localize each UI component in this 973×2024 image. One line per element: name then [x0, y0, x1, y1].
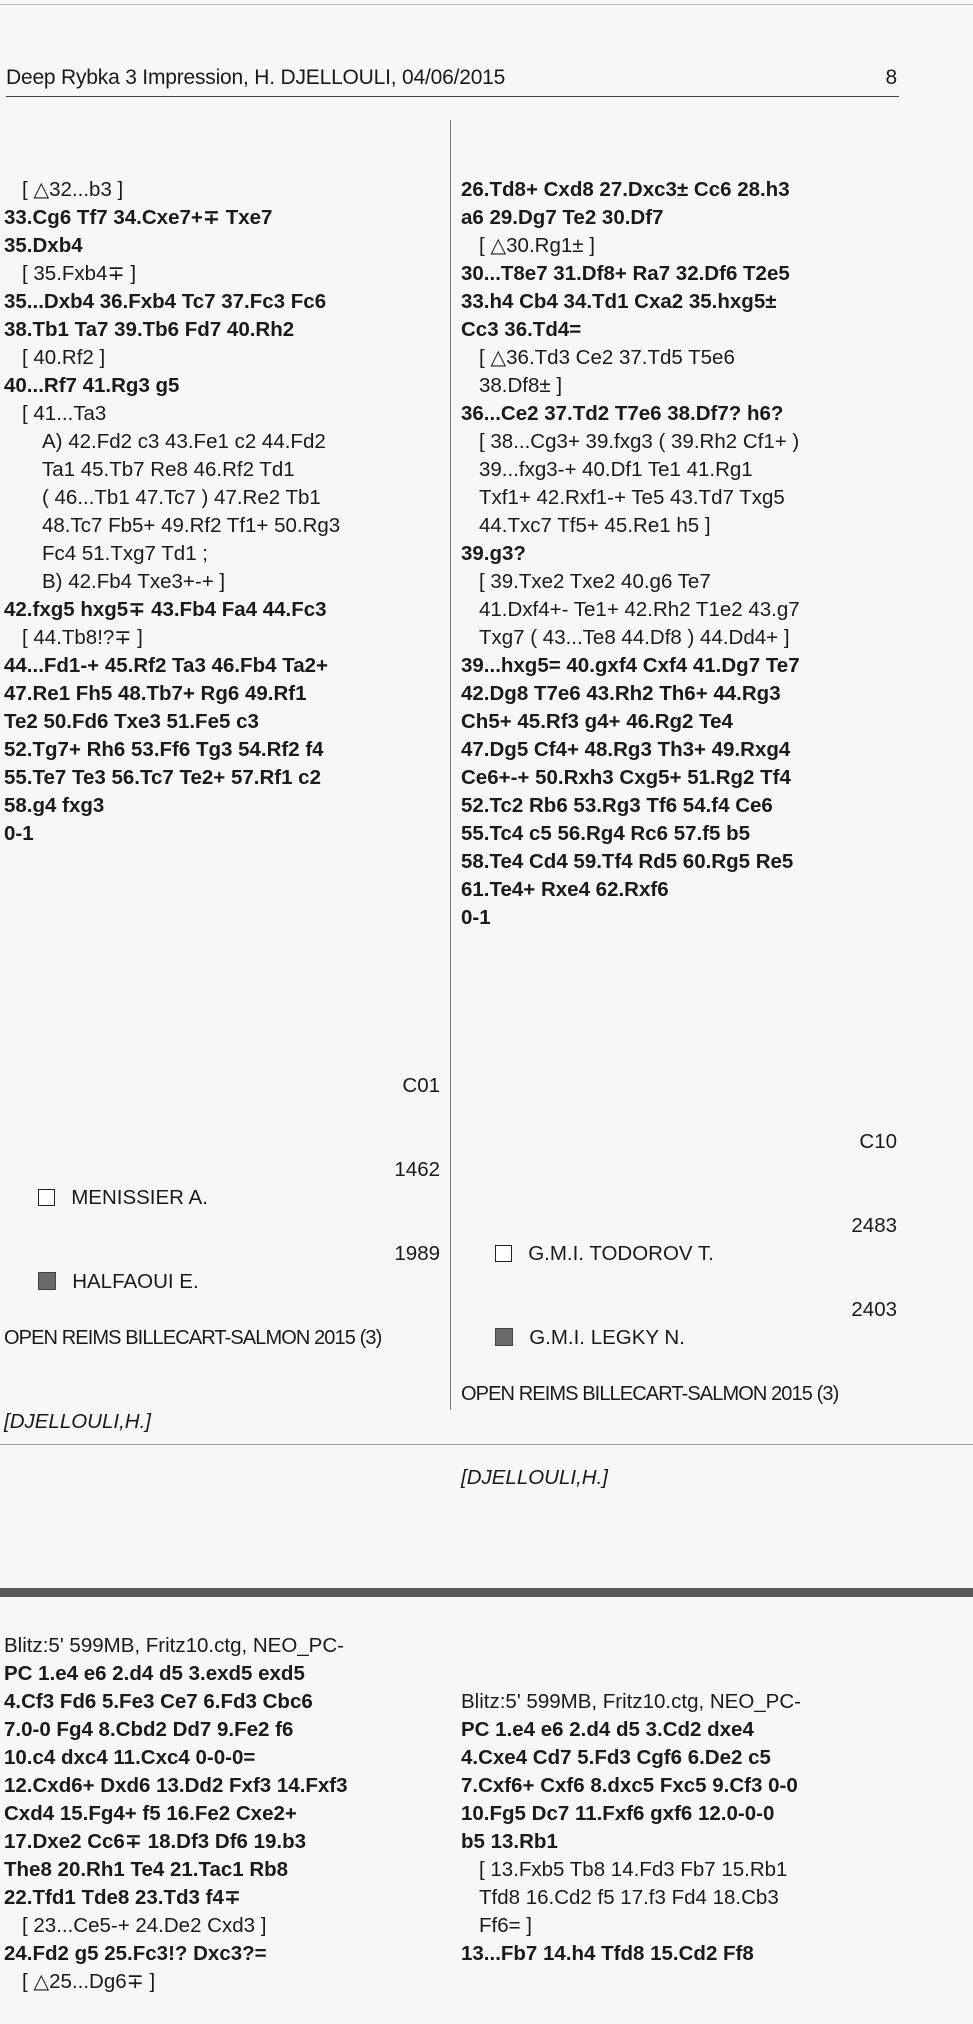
white-player-name: G.M.I. TODOROV T. — [528, 1242, 714, 1265]
move-line: A) 42.Fd2 c3 43.Fe1 c2 44.Fd2 — [42, 430, 326, 453]
move-line: Te2 50.Fd6 Txe3 51.Fe5 c3 — [4, 710, 259, 733]
left-game-continuation — [4, 176, 444, 848]
move-line: 7.0-0 Fg4 8.Cbd2 Dd7 9.Fe2 f6 — [4, 1718, 294, 1741]
move-line: 55.Te7 Te3 56.Tc7 Te2+ 57.Rf1 c2 — [4, 766, 321, 789]
move-line: 47.Re1 Fh5 48.Tb7+ Rg6 49.Rf1 — [4, 682, 307, 705]
black-square-icon — [38, 1272, 56, 1290]
move-line: [ 35.Fxb4∓ ] — [22, 262, 137, 285]
move-line: 58.g4 fxg3 — [4, 794, 105, 817]
move-line: 61.Te4+ Rxe4 62.Rxf6 — [461, 878, 669, 901]
move-line: [ △36.Td3 Ce2 37.Td5 T5e6 — [479, 346, 735, 369]
move-line: PC 1.e4 e6 2.d4 d5 3.Cd2 dxe4 — [461, 1718, 754, 1741]
move-line: ( 46...Tb1 47.Tc7 ) 47.Re2 Tb1 — [42, 486, 321, 509]
move-line: 36...Ce2 37.Td2 T7e6 38.Df7? h6? — [461, 402, 784, 425]
right-column — [461, 120, 901, 1996]
right-game-continuation — [461, 176, 901, 932]
move-line: 52.Tg7+ Rh6 53.Ff6 Tg3 54.Rf2 f4 — [4, 738, 324, 761]
move-line: 41.Dxf4+- Te1+ 42.Rh2 T1e2 43.g7 — [479, 598, 800, 621]
move-line: 22.Tfd1 Tde8 23.Td3 f4∓ — [4, 1886, 242, 1909]
white-player-row — [4, 1156, 440, 1209]
move-line: 12.Cxd6+ Dxd6 13.Dd2 Fxf3 14.Fxf3 — [4, 1774, 348, 1797]
page-number: 8 — [885, 66, 897, 89]
black-square-icon — [495, 1328, 513, 1346]
move-line: [ △25...Dg6∓ ] — [22, 1970, 156, 1993]
move-line: 0-1 — [461, 906, 491, 929]
black-player-name: G.M.I. LEGKY N. — [529, 1326, 685, 1349]
eco-row — [461, 1128, 897, 1156]
move-line: The8 20.Rh1 Te4 21.Tac1 Rb8 — [4, 1858, 289, 1881]
move-line: 44...Fd1-+ 45.Rf2 Ta3 46.Fb4 Ta2+ — [4, 654, 328, 677]
move-line: 26.Td8+ Cxd8 27.Dxc3± Cc6 28.h3 — [461, 178, 790, 201]
move-line: 13...Fb7 14.h4 Tfd8 15.Cd2 Ff8 — [461, 1942, 754, 1965]
move-line: 33.Cg6 Tf7 34.Cxe7+∓ Txe7 — [4, 206, 273, 229]
white-player-name: MENISSIER A. — [71, 1186, 208, 1209]
black-player-elo: 2403 — [851, 1298, 897, 1321]
move-line: Ce6+-+ 50.Rxh3 Cxg5+ 51.Rg2 Tf4 — [461, 766, 791, 789]
move-line: Txf1+ 42.Rxf1-+ Te5 43.Td7 Txg5 — [479, 486, 785, 509]
move-line: 52.Tc2 Rb6 53.Rg3 Tf6 54.f4 Ce6 — [461, 794, 773, 817]
eco-code: C01 — [402, 1074, 440, 1097]
move-line: 44.Txc7 Tf5+ 45.Re1 h5 ] — [479, 514, 711, 537]
white-player-elo: 2483 — [851, 1214, 897, 1237]
move-line: 0-1 — [4, 822, 34, 845]
top-rule — [0, 4, 973, 5]
move-line: 30...T8e7 31.Df8+ Ra7 32.Df6 T2e5 — [461, 262, 790, 285]
move-line: [ △32...b3 ] — [22, 178, 124, 201]
move-line: Blitz:5' 599MB, Fritz10.ctg, NEO_PC- — [4, 1634, 344, 1657]
spacer — [461, 988, 901, 1016]
event-name: OPEN REIMS BILLECART-SALMON 2015 (3) — [461, 1383, 839, 1405]
move-line: B) 42.Fb4 Txe3+-+ ] — [42, 570, 226, 593]
move-line: 17.Dxe2 Cc6∓ 18.Df3 Df6 19.b3 — [4, 1830, 307, 1853]
header-title: Deep Rybka 3 Impression, H. DJELLOULI, 04/06/2015 — [6, 66, 506, 89]
move-line: Ff6= ] — [479, 1914, 532, 1937]
annotator: [DJELLOULI,H.] — [4, 1410, 151, 1433]
move-line: 35...Dxb4 36.Fxb4 Tc7 37.Fc3 Fc6 — [4, 290, 327, 313]
move-line: 4.Cf3 Fd6 5.Fe3 Ce7 6.Fd3 Cbc6 — [4, 1690, 313, 1713]
move-line: 10.Fg5 Dc7 11.Fxf6 gxf6 12.0-0-0 — [461, 1802, 775, 1825]
column-divider — [450, 120, 451, 1410]
move-line: 38.Df8± ] — [479, 374, 563, 397]
move-line: 39...fxg3-+ 40.Df1 Te1 41.Rg1 — [479, 458, 753, 481]
eco-code: C10 — [859, 1130, 897, 1153]
move-line: [ 40.Rf2 ] — [22, 346, 106, 369]
black-player-row — [4, 1240, 440, 1293]
move-line: [ 38...Cg3+ 39.fxg3 ( 39.Rh2 Cf1+ ) — [479, 430, 800, 453]
move-line: [ 23...Ce5-+ 24.De2 Cxd3 ] — [22, 1914, 267, 1937]
white-square-icon — [495, 1245, 512, 1262]
white-square-icon — [38, 1189, 55, 1206]
move-line: 47.Dg5 Cf4+ 48.Rg3 Th3+ 49.Rxg4 — [461, 738, 791, 761]
left-column — [4, 120, 444, 2024]
move-line: Ch5+ 45.Rf3 g4+ 46.Rg2 Te4 — [461, 710, 733, 733]
right-game-moves — [461, 1688, 901, 1968]
move-line: [ △30.Rg1± ] — [479, 234, 595, 257]
move-line: PC 1.e4 e6 2.d4 d5 3.exd5 exd5 — [4, 1662, 305, 1685]
move-line: 48.Tc7 Fb5+ 49.Rf2 Tf1+ 50.Rg3 — [42, 514, 341, 537]
move-line: b5 13.Rb1 — [461, 1830, 558, 1853]
bottom-rule — [0, 1444, 973, 1445]
white-player-row — [461, 1212, 897, 1265]
annotator: [DJELLOULI,H.] — [461, 1466, 608, 1489]
move-line: 39...hxg5= 40.gxf4 Cxf4 41.Dg7 Te7 — [461, 654, 800, 677]
move-line: Tfd8 16.Cd2 f5 17.f3 Fd4 18.Cb3 — [479, 1886, 779, 1909]
black-player-elo: 1989 — [394, 1242, 440, 1265]
move-line: [ 13.Fxb5 Tb8 14.Fd3 Fb7 15.Rb1 — [479, 1858, 788, 1881]
move-line: Cc3 36.Td4= — [461, 318, 582, 341]
move-line: 7.Cxf6+ Cxf6 8.dxc5 Fxc5 9.Cf3 0-0 — [461, 1774, 798, 1797]
move-line: a6 29.Dg7 Te2 30.Df7 — [461, 206, 664, 229]
scan-edge — [0, 1588, 973, 1597]
move-line: 39.g3? — [461, 542, 526, 565]
move-line: Blitz:5' 599MB, Fritz10.ctg, NEO_PC- — [461, 1690, 801, 1713]
event-name: OPEN REIMS BILLECART-SALMON 2015 (3) — [4, 1327, 382, 1349]
move-line: 10.c4 dxc4 11.Cxc4 0-0-0= — [4, 1746, 256, 1769]
black-player-row — [461, 1296, 897, 1349]
move-line: [ 39.Txe2 Txe2 40.g6 Te7 — [479, 570, 711, 593]
spacer — [461, 1548, 897, 1576]
left-game-moves — [4, 1632, 444, 1996]
spacer — [4, 904, 444, 960]
move-line: [ 44.Tb8!?∓ ] — [22, 626, 143, 649]
move-line: 55.Tc4 c5 56.Rg4 Rc6 57.f5 b5 — [461, 822, 751, 845]
white-player-elo: 1462 — [394, 1158, 440, 1181]
game-header-c01 — [4, 1016, 440, 1576]
move-line: [ 41...Ta3 — [22, 402, 107, 425]
move-line: 42.Dg8 T7e6 43.Rh2 Th6+ 44.Rg3 — [461, 682, 781, 705]
move-line: 33.h4 Cb4 34.Td1 Cxa2 35.hxg5± — [461, 290, 777, 313]
move-line: 38.Tb1 Ta7 39.Tb6 Fd7 40.Rh2 — [4, 318, 295, 341]
move-line: Txg7 ( 43...Te8 44.Df8 ) 44.Dd4+ ] — [479, 626, 790, 649]
move-line: 40...Rf7 41.Rg3 g5 — [4, 374, 180, 397]
move-line: Cxd4 15.Fg4+ f5 16.Fe2 Cxe2+ — [4, 1802, 297, 1825]
eco-row — [4, 1072, 440, 1100]
move-line: 4.Cxe4 Cd7 5.Fd3 Cgf6 6.De2 c5 — [461, 1746, 771, 1769]
move-line: Ta1 45.Tb7 Re8 46.Rf2 Td1 — [42, 458, 295, 481]
move-line: 58.Te4 Cd4 59.Tf4 Rd5 60.Rg5 Re5 — [461, 850, 794, 873]
move-line: Fc4 51.Txg7 Td1 ; — [42, 542, 208, 565]
game-header-c10 — [461, 1072, 897, 1632]
move-line: 42.fxg5 hxg5∓ 43.Fb4 Fa4 44.Fc3 — [4, 598, 327, 621]
spacer — [4, 1492, 440, 1520]
move-line: 35.Dxb4 — [4, 234, 83, 257]
move-line: 24.Fd2 g5 25.Fc3!? Dxc3?= — [4, 1942, 267, 1965]
page-header — [6, 66, 899, 97]
black-player-name: HALFAOUI E. — [72, 1270, 199, 1293]
